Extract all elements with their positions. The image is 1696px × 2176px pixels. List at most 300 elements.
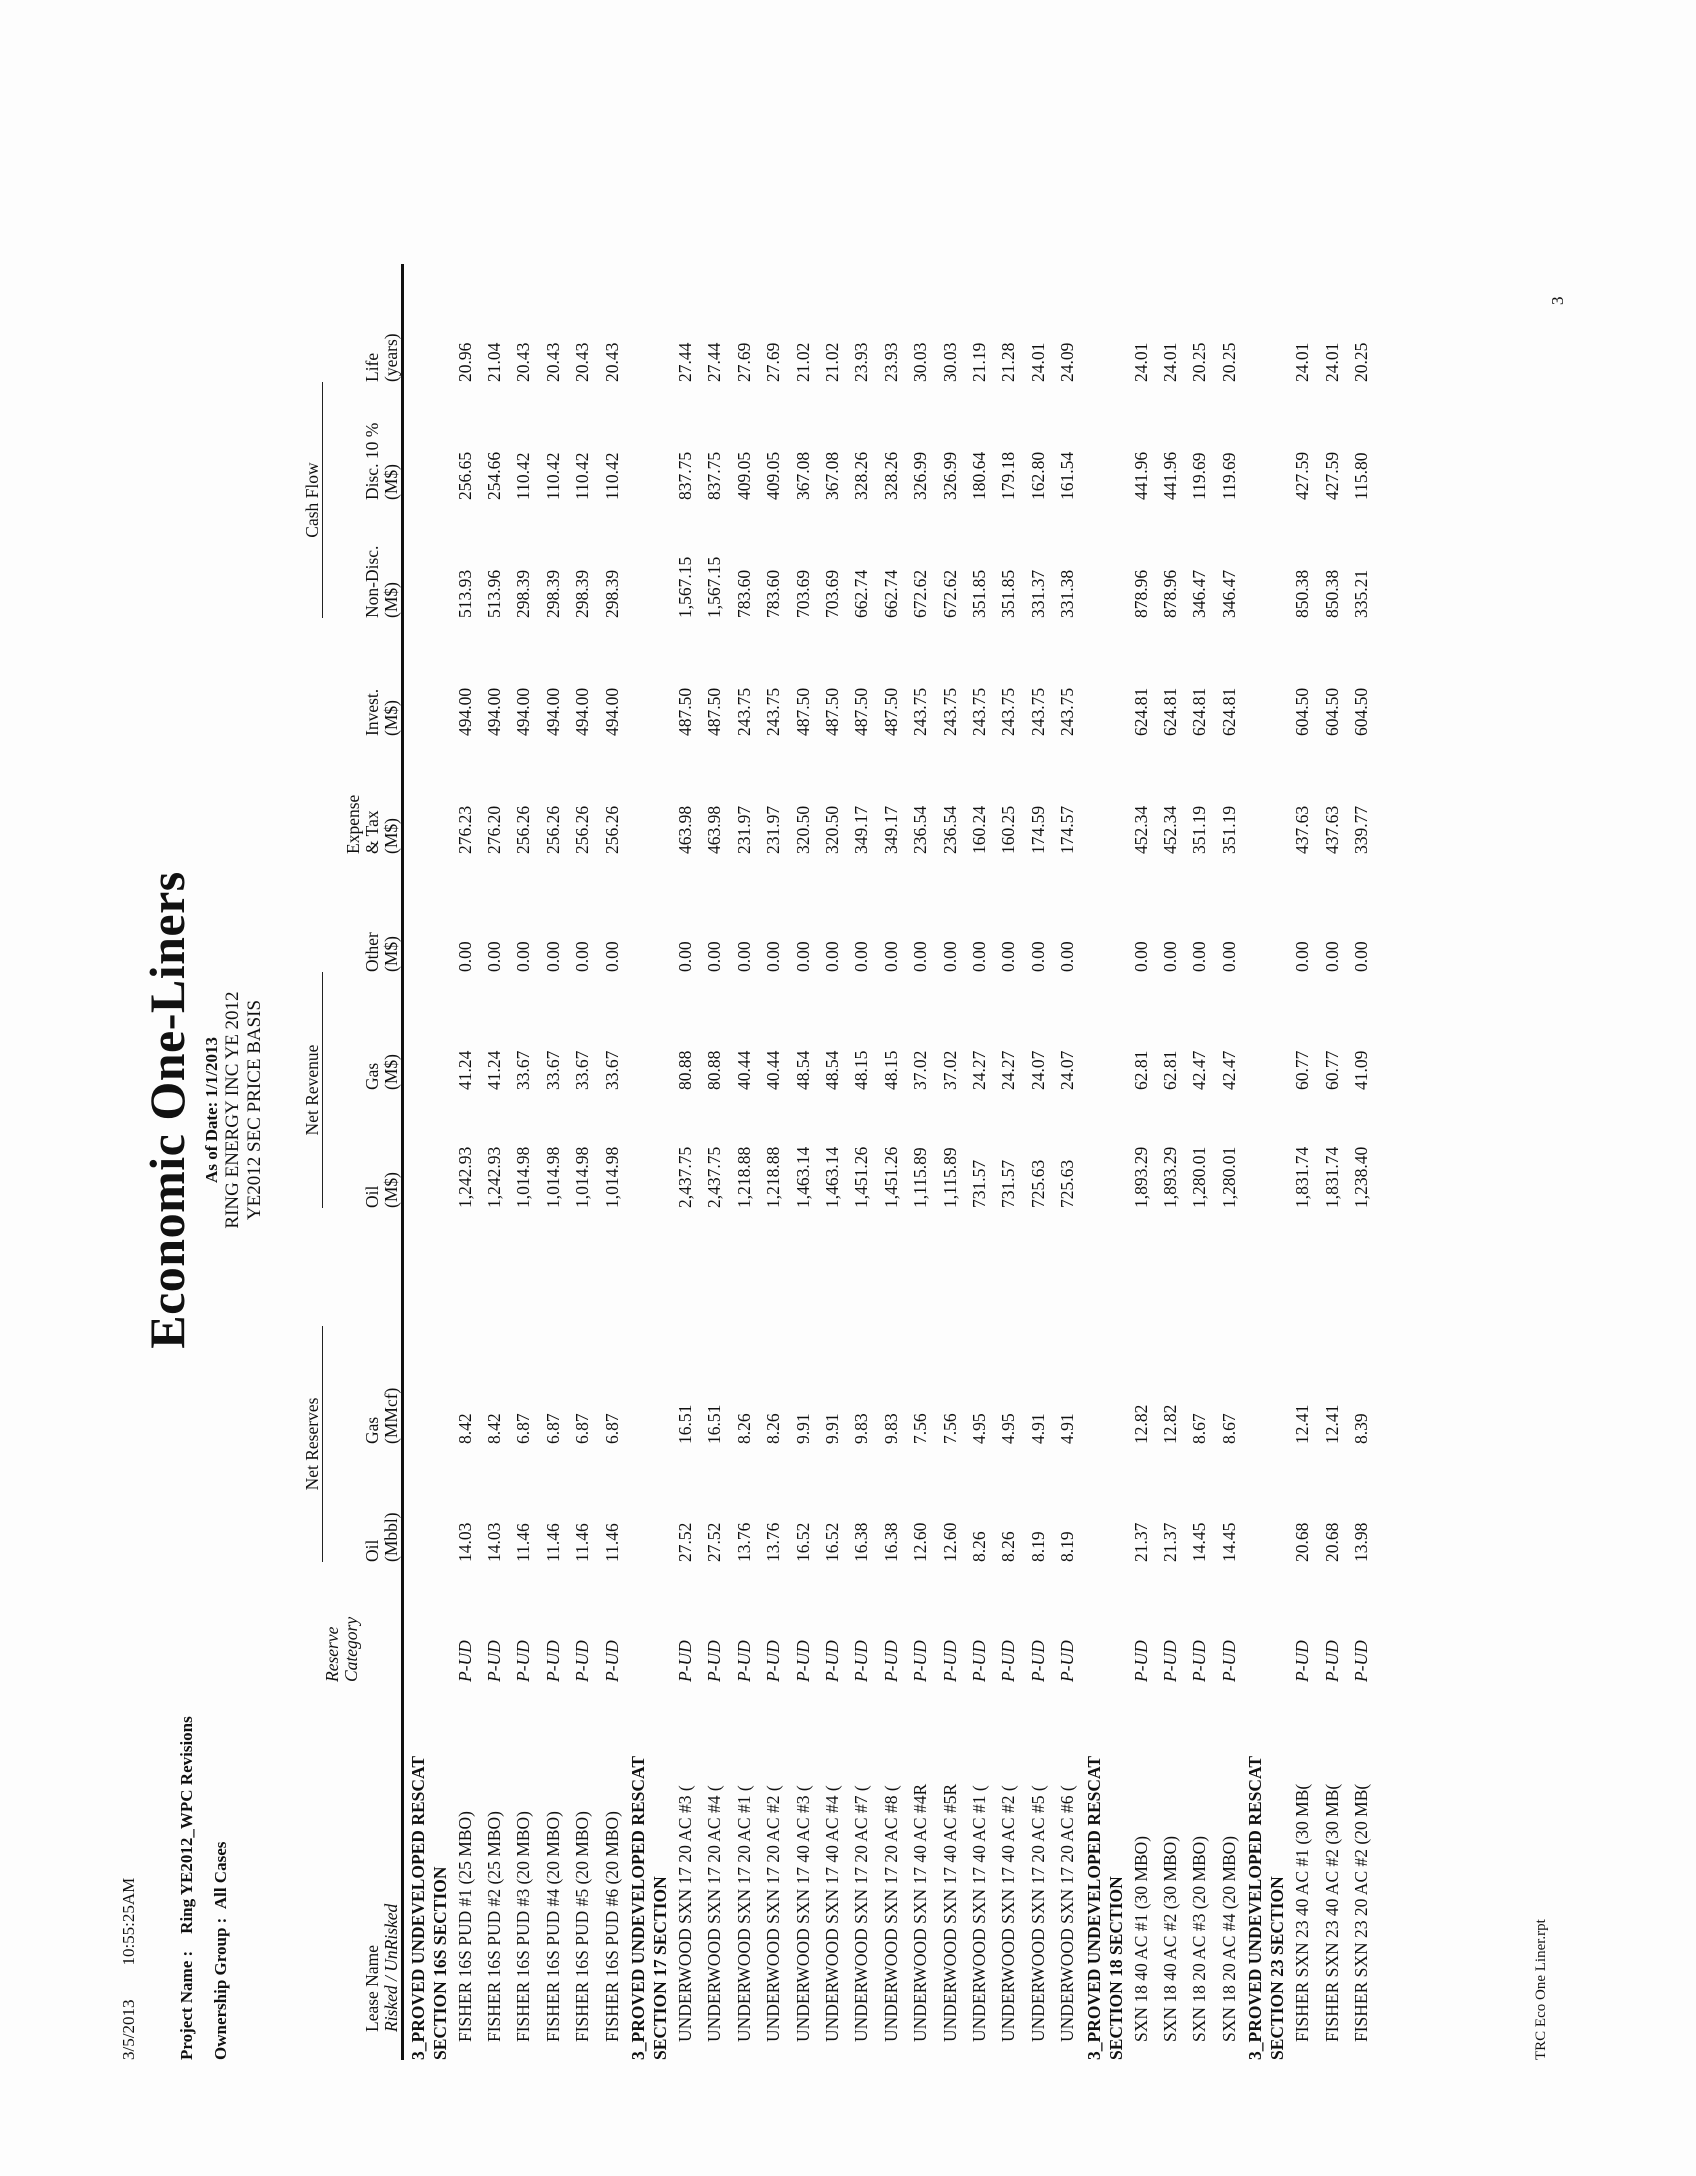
cell-other: 0.00 <box>1292 941 1313 972</box>
cell-roil: 1,463.14 <box>792 1146 813 1208</box>
reserve-category: P-UD <box>792 1640 813 1682</box>
table-row <box>877 264 906 2060</box>
project-label: Project Name : <box>177 1950 196 2060</box>
lease-name: FISHER 16S PUD #2 (25 MBO) <box>483 1811 504 2042</box>
lease-name: UNDERWOOD SXN 17 20 AC #4 ( <box>704 1785 725 2042</box>
spacer-cell <box>965 1208 994 1326</box>
cell-oil: 11.46 <box>601 1523 622 1562</box>
cell-roil: 1,014.98 <box>601 1146 622 1208</box>
cell-life: 30.03 <box>939 342 960 382</box>
cell-gas: 12.82 <box>1130 1404 1151 1444</box>
col-rev-oil: Oil (M$) <box>361 1172 401 1208</box>
cell-roil: 725.63 <box>1027 1159 1048 1208</box>
cell-other: 0.00 <box>704 941 725 972</box>
section-heading-text: 3_PROVED UNDEVELOPED RESCAT <box>407 1755 428 2060</box>
table-row <box>700 264 729 2060</box>
reserve-category: P-UD <box>1292 1640 1313 1682</box>
cell-oil: 16.52 <box>821 1522 842 1562</box>
lease-name: UNDERWOOD SXN 17 20 AC #6 ( <box>1057 1785 1078 2042</box>
table-row <box>568 264 597 2060</box>
cell-gas: 4.91 <box>1057 1413 1078 1444</box>
cell-life: 23.93 <box>880 342 901 382</box>
lease-name: FISHER 16S PUD #1 (25 MBO) <box>454 1811 475 2042</box>
ownership-label: Ownership Group : <box>211 1917 230 2060</box>
cell-life: 21.19 <box>969 342 989 382</box>
rotated-report <box>118 160 1578 2060</box>
cell-roil: 1,115.89 <box>939 1147 960 1208</box>
cell-life: 21.28 <box>998 342 1019 382</box>
cell-life: 21.04 <box>483 342 504 382</box>
cell-other: 0.00 <box>513 941 534 972</box>
cell-oil: 21.37 <box>1160 1522 1181 1562</box>
cell-life: 20.25 <box>1218 342 1239 382</box>
spacer-cell <box>847 1208 876 1326</box>
lease-name: UNDERWOOD SXN 17 20 AC #2 ( <box>763 1785 784 2042</box>
table-row <box>994 264 1023 2060</box>
cell-nd: 298.39 <box>572 569 593 618</box>
spacer-cell <box>906 1208 935 1326</box>
reserve-category: P-UD <box>483 1640 504 1682</box>
project-name: Ring YE2012_WPC Revisions <box>177 1716 196 1934</box>
cell-oil: 12.60 <box>910 1522 931 1562</box>
cell-gas: 7.56 <box>939 1413 960 1444</box>
cell-gas: 4.95 <box>998 1413 1019 1444</box>
cell-other: 0.00 <box>483 941 504 972</box>
cell-exp: 463.98 <box>704 805 725 854</box>
cell-nd: 1,567.15 <box>674 556 695 618</box>
cell-gas: 4.91 <box>1027 1413 1048 1444</box>
cell-oil: 21.37 <box>1130 1522 1151 1562</box>
cell-roil: 725.63 <box>1057 1159 1078 1208</box>
report-footer: TRC Eco One Liner.rpt <box>1533 1919 1549 2060</box>
reserve-category: P-UD <box>572 1640 593 1682</box>
cell-oil: 8.19 <box>1057 1531 1078 1562</box>
cell-other: 0.00 <box>969 941 989 972</box>
cell-nd: 298.39 <box>513 569 534 618</box>
reserve-category: P-UD <box>821 1640 842 1682</box>
cell-d10: 328.26 <box>880 451 901 500</box>
section-heading-text: 3_PROVED UNDEVELOPED RESCAT <box>1083 1755 1104 2060</box>
cell-rgas: 41.24 <box>454 1050 475 1090</box>
ownership-value: All Cases <box>211 1841 230 1910</box>
cell-oil: 14.03 <box>483 1522 504 1562</box>
reserve-category: P-UD <box>674 1640 695 1682</box>
table-row <box>1288 264 1317 2060</box>
col-rev-gas: Gas (M$) <box>361 1054 401 1090</box>
cell-rgas: 48.15 <box>851 1050 872 1090</box>
lease-name: UNDERWOOD SXN 17 40 AC #4 ( <box>821 1785 842 2042</box>
section-subheading-text: SECTION 18 SECTION <box>1105 1876 1126 2060</box>
cell-oil: 11.46 <box>513 1523 534 1562</box>
cell-d10: 119.69 <box>1218 452 1239 500</box>
cell-other: 0.00 <box>1027 941 1048 972</box>
cell-d10: 115.80 <box>1351 452 1372 500</box>
lease-name: UNDERWOOD SXN 17 20 AC #7 ( <box>851 1785 872 2042</box>
cell-nd: 513.93 <box>454 569 475 618</box>
lease-name: FISHER 16S PUD #5 (20 MBO) <box>572 1811 593 2042</box>
lease-name: UNDERWOOD SXN 17 20 AC #3 ( <box>674 1785 695 2042</box>
table-row <box>1053 264 1082 2060</box>
cell-exp: 256.26 <box>572 805 593 854</box>
cell-d10: 837.75 <box>674 451 695 500</box>
cell-gas: 12.41 <box>1292 1404 1313 1444</box>
cell-inv: 243.75 <box>939 687 960 736</box>
cell-gas: 16.51 <box>674 1404 695 1444</box>
cell-rgas: 48.54 <box>821 1050 842 1090</box>
cell-inv: 604.50 <box>1292 687 1313 736</box>
cell-inv: 487.50 <box>821 687 842 736</box>
spacer-cell <box>759 1208 788 1326</box>
cell-rgas: 41.09 <box>1351 1050 1372 1090</box>
cell-oil: 16.38 <box>851 1522 872 1562</box>
cell-gas: 8.42 <box>483 1413 504 1444</box>
cell-oil: 12.60 <box>939 1522 960 1562</box>
cell-oil: 13.76 <box>733 1522 754 1562</box>
cell-other: 0.00 <box>1130 941 1151 972</box>
cell-roil: 1,451.26 <box>851 1146 872 1208</box>
table-row <box>1347 264 1376 2060</box>
reserve-category: P-UD <box>1351 1640 1372 1682</box>
cell-life: 24.01 <box>1321 342 1342 382</box>
cell-d10: 328.26 <box>851 451 872 500</box>
cell-oil: 16.52 <box>792 1522 813 1562</box>
reserve-category: P-UD <box>910 1640 931 1682</box>
cell-rgas: 80.88 <box>704 1050 725 1090</box>
cell-roil: 1,115.89 <box>910 1147 931 1208</box>
cell-rgas: 80.88 <box>674 1050 695 1090</box>
cell-inv: 494.00 <box>483 687 504 736</box>
cell-rgas: 40.44 <box>733 1050 754 1090</box>
cell-other: 0.00 <box>454 941 475 972</box>
spacer-cell <box>994 1208 1023 1326</box>
cell-inv: 243.75 <box>998 687 1019 736</box>
cell-nd: 783.60 <box>763 569 784 618</box>
spacer-cell <box>936 1208 965 1326</box>
cell-d10: 110.42 <box>572 452 593 500</box>
cell-gas: 4.95 <box>969 1413 989 1444</box>
cell-roil: 1,242.93 <box>483 1146 504 1208</box>
table-header <box>303 264 407 2060</box>
page-number: 3 <box>1548 296 1567 305</box>
cell-life: 20.43 <box>513 342 534 382</box>
cell-life: 21.02 <box>792 342 813 382</box>
reserve-category: P-UD <box>1057 1640 1078 1682</box>
cell-exp: 351.19 <box>1218 805 1239 854</box>
cell-d10: 254.66 <box>483 451 504 500</box>
reserve-category: P-UD <box>880 1640 901 1682</box>
spacer-cell <box>730 1208 759 1326</box>
cell-inv: 494.00 <box>542 687 563 736</box>
cell-other: 0.00 <box>1160 941 1181 972</box>
cell-life: 30.03 <box>910 342 931 382</box>
cell-other: 0.00 <box>821 941 842 972</box>
cell-roil: 1,463.14 <box>821 1146 842 1208</box>
cell-nd: 331.38 <box>1057 569 1078 618</box>
col-res-gas: Gas (MMcf) <box>361 1387 401 1444</box>
reserve-category: P-UD <box>1027 1640 1048 1682</box>
cell-nd: 346.47 <box>1218 569 1239 618</box>
cell-oil: 14.03 <box>454 1522 475 1562</box>
cell-rgas: 41.24 <box>483 1050 504 1090</box>
cell-other: 0.00 <box>1321 941 1342 972</box>
cell-rgas: 48.54 <box>792 1050 813 1090</box>
cell-roil: 1,831.74 <box>1321 1146 1342 1208</box>
cell-exp: 231.97 <box>763 805 784 854</box>
cell-exp: 437.63 <box>1321 805 1342 854</box>
section-heading <box>407 264 429 2060</box>
cell-inv: 243.75 <box>763 687 784 736</box>
cell-inv: 494.00 <box>513 687 534 736</box>
cell-other: 0.00 <box>910 941 931 972</box>
cell-nd: 878.96 <box>1130 569 1151 618</box>
cell-exp: 452.34 <box>1160 805 1181 854</box>
lease-name: UNDERWOOD SXN 17 40 AC #2 ( <box>998 1785 1019 2042</box>
cell-exp: 339.77 <box>1351 805 1372 854</box>
reserve-category: P-UD <box>998 1640 1019 1682</box>
cell-inv: 624.81 <box>1189 687 1210 736</box>
cell-oil: 8.19 <box>1027 1531 1048 1562</box>
cell-rgas: 24.27 <box>998 1050 1019 1090</box>
cell-rgas: 33.67 <box>601 1050 622 1090</box>
col-disc10: Disc. 10 % (M$) <box>361 422 401 500</box>
cell-exp: 160.24 <box>969 805 989 854</box>
cell-other: 0.00 <box>939 941 960 972</box>
cell-life: 24.01 <box>1130 342 1151 382</box>
lease-name: SXN 18 40 AC #2 (30 MBO) <box>1160 1835 1181 2042</box>
cell-other: 0.00 <box>792 941 813 972</box>
cell-nd: 672.62 <box>910 569 931 618</box>
table-row <box>1318 264 1347 2060</box>
lease-name: UNDERWOOD SXN 17 40 AC #5R <box>939 1783 960 2042</box>
cell-life: 27.44 <box>704 342 725 382</box>
table-row <box>539 264 568 2060</box>
lease-name: UNDERWOOD SXN 17 40 AC #4R <box>910 1783 931 2042</box>
cell-exp: 236.54 <box>910 805 931 854</box>
cell-roil: 1,831.74 <box>1292 1146 1313 1208</box>
cell-other: 0.00 <box>880 941 901 972</box>
cell-other: 0.00 <box>572 941 593 972</box>
cell-oil: 27.52 <box>674 1522 695 1562</box>
cell-inv: 494.00 <box>572 687 593 736</box>
title-block <box>138 160 266 2060</box>
section-subheading-text: SECTION 23 SECTION <box>1267 1876 1288 2060</box>
cell-inv: 624.81 <box>1160 687 1181 736</box>
lease-name: FISHER SXN 23 40 AC #1 (30 MB( <box>1292 1783 1313 2042</box>
spacer-cell <box>1318 1208 1347 1326</box>
lease-name: UNDERWOOD SXN 17 20 AC #5 ( <box>1027 1785 1048 2042</box>
cell-exp: 349.17 <box>851 805 872 854</box>
spacer-cell <box>877 1208 906 1326</box>
cell-roil: 1,451.26 <box>880 1146 901 1208</box>
cell-inv: 487.50 <box>674 687 695 736</box>
table-row <box>1127 264 1156 2060</box>
cell-oil: 11.46 <box>542 1523 563 1562</box>
cell-other: 0.00 <box>733 941 754 972</box>
cell-oil: 27.52 <box>704 1522 725 1562</box>
cell-exp: 320.50 <box>792 805 813 854</box>
table-row <box>818 264 847 2060</box>
run-time: 10:55:25AM <box>119 1877 138 1966</box>
company-name: RING ENERGY INC YE 2012 <box>222 991 243 1229</box>
cell-gas: 6.87 <box>572 1413 593 1444</box>
col-invest: Invest. (M$) <box>361 688 401 736</box>
cell-inv: 624.81 <box>1218 687 1239 736</box>
cell-oil: 8.26 <box>998 1531 1019 1562</box>
cell-nd: 703.69 <box>792 569 813 618</box>
cell-d10: 837.75 <box>704 451 725 500</box>
spacer-cell <box>451 1208 480 1326</box>
table-row <box>509 264 538 2060</box>
reserve-category: P-UD <box>454 1640 475 1682</box>
spacer-cell <box>598 1208 627 1326</box>
cell-oil: 20.68 <box>1292 1522 1313 1562</box>
cell-other: 0.00 <box>601 941 622 972</box>
cell-nd: 662.74 <box>851 569 872 618</box>
cell-roil: 1,280.01 <box>1218 1146 1239 1208</box>
cell-rgas: 24.07 <box>1057 1050 1078 1090</box>
cell-oil: 16.38 <box>880 1522 901 1562</box>
cell-rgas: 42.47 <box>1189 1050 1210 1090</box>
section-heading <box>1244 264 1266 2060</box>
cell-nd: 703.69 <box>821 569 842 618</box>
cell-life: 24.01 <box>1027 342 1048 382</box>
cell-inv: 624.81 <box>1130 687 1151 736</box>
spacer-cell <box>1347 1208 1376 1326</box>
as-of-date: As of Date: 1/1/2013 <box>202 1037 221 1183</box>
reserve-category: P-UD <box>969 1640 989 1682</box>
reserve-category: P-UD <box>763 1640 784 1682</box>
reserve-category: P-UD <box>939 1640 960 1682</box>
section-subheading-text: SECTION 16S SECTION <box>429 1866 450 2060</box>
cell-d10: 110.42 <box>601 452 622 500</box>
cell-gas: 6.87 <box>601 1413 622 1444</box>
cell-nd: 513.96 <box>483 569 504 618</box>
cell-inv: 487.50 <box>792 687 813 736</box>
cell-oil: 13.98 <box>1351 1522 1372 1562</box>
cell-rgas: 33.67 <box>572 1050 593 1090</box>
lease-name: FISHER 16S PUD #6 (20 MBO) <box>601 1811 622 2042</box>
cell-exp: 174.59 <box>1027 805 1048 854</box>
cell-gas: 9.83 <box>880 1413 901 1444</box>
cell-gas: 8.67 <box>1218 1413 1239 1444</box>
cell-exp: 236.54 <box>939 805 960 854</box>
lease-name: SXN 18 20 AC #3 (20 MBO) <box>1189 1835 1210 2042</box>
reserve-category: P-UD <box>1130 1640 1151 1682</box>
cell-d10: 367.08 <box>821 451 842 500</box>
col-res-oil: Oil (Mbbl) <box>361 1512 401 1562</box>
cell-inv: 604.50 <box>1321 687 1342 736</box>
cell-gas: 7.56 <box>910 1413 931 1444</box>
col-nondisc: Non-Disc. (M$) <box>361 545 401 618</box>
table-row <box>480 264 509 2060</box>
cell-gas: 8.67 <box>1189 1413 1210 1444</box>
section-heading <box>1083 264 1105 2060</box>
cell-gas: 8.42 <box>454 1413 475 1444</box>
table-body <box>407 264 1377 2060</box>
spacer-cell <box>818 1208 847 1326</box>
cell-nd: 672.62 <box>939 569 960 618</box>
section-subheading-text: SECTION 17 SECTION <box>649 1876 670 2060</box>
cell-roil: 1,893.29 <box>1130 1146 1151 1208</box>
cell-exp: 160.25 <box>998 805 1019 854</box>
cell-gas: 12.82 <box>1160 1404 1181 1444</box>
cell-gas: 8.26 <box>763 1413 784 1444</box>
cell-rgas: 37.02 <box>939 1050 960 1090</box>
spacer-cell <box>1053 1208 1082 1326</box>
lease-name: SXN 18 20 AC #4 (20 MBO) <box>1218 1835 1239 2042</box>
cell-nd: 878.96 <box>1160 569 1181 618</box>
reserve-category: P-UD <box>542 1640 563 1682</box>
spacer-cell <box>1288 1208 1317 1326</box>
cell-exp: 256.26 <box>542 805 563 854</box>
cell-d10: 162.80 <box>1027 451 1048 500</box>
spacer-cell <box>539 1208 568 1326</box>
cell-life: 20.43 <box>572 342 593 382</box>
cell-oil: 8.26 <box>969 1531 989 1562</box>
cell-inv: 243.75 <box>733 687 754 736</box>
cell-roil: 1,893.29 <box>1160 1146 1181 1208</box>
cell-d10: 441.96 <box>1160 451 1181 500</box>
cell-inv: 487.50 <box>851 687 872 736</box>
cell-rgas: 33.67 <box>513 1050 534 1090</box>
cell-rgas: 40.44 <box>763 1050 784 1090</box>
price-basis: YE2012 SEC PRICE BASIS <box>244 999 265 1221</box>
reserve-category: P-UD <box>1160 1640 1181 1682</box>
cell-other: 0.00 <box>1057 941 1078 972</box>
cell-d10: 326.99 <box>910 451 931 500</box>
report-title: Economic One-Liners <box>139 871 195 1349</box>
cell-rgas: 60.77 <box>1321 1050 1342 1090</box>
cell-roil: 1,014.98 <box>513 1146 534 1208</box>
spacer-cell <box>1156 1208 1185 1326</box>
cell-d10: 409.05 <box>733 451 754 500</box>
cell-rgas: 42.47 <box>1218 1050 1239 1090</box>
cell-nd: 850.38 <box>1292 569 1313 618</box>
section-heading-text: 3_PROVED UNDEVELOPED RESCAT <box>1245 1755 1266 2060</box>
col-life: Life (years) <box>361 333 401 382</box>
cell-roil: 731.57 <box>998 1159 1019 1208</box>
cell-oil: 14.45 <box>1189 1522 1210 1562</box>
cell-life: 23.93 <box>851 342 872 382</box>
cell-oil: 14.45 <box>1218 1522 1239 1562</box>
cell-nd: 1,567.15 <box>704 556 725 618</box>
run-date: 3/5/2013 <box>119 1999 138 2060</box>
cell-gas: 6.87 <box>542 1413 563 1444</box>
cell-rgas: 60.77 <box>1292 1050 1313 1090</box>
table-row <box>1185 264 1214 2060</box>
cell-oil: 11.46 <box>572 1523 593 1562</box>
cell-roil: 1,242.93 <box>454 1146 475 1208</box>
reserve-category: P-UD <box>513 1640 534 1682</box>
cell-gas: 16.51 <box>704 1404 725 1444</box>
section-subheading <box>1105 264 1127 2060</box>
cell-d10: 256.65 <box>454 451 475 500</box>
table-row <box>1156 264 1185 2060</box>
cell-life: 21.02 <box>821 342 842 382</box>
col-other: Other (M$) <box>361 932 401 972</box>
spacer-cell <box>480 1208 509 1326</box>
reserve-category: P-UD <box>1189 1640 1210 1682</box>
cell-gas: 9.83 <box>851 1413 872 1444</box>
cell-gas: 9.91 <box>792 1413 813 1444</box>
cell-roil: 2,437.75 <box>704 1146 725 1208</box>
spacer-cell <box>509 1208 538 1326</box>
spacer-cell <box>1215 1208 1244 1326</box>
cell-life: 27.44 <box>674 342 695 382</box>
spacer-cell <box>789 1208 818 1326</box>
cell-inv: 487.50 <box>880 687 901 736</box>
col-lease-name: Lease Name Risked / UnRisked <box>361 1903 401 2032</box>
